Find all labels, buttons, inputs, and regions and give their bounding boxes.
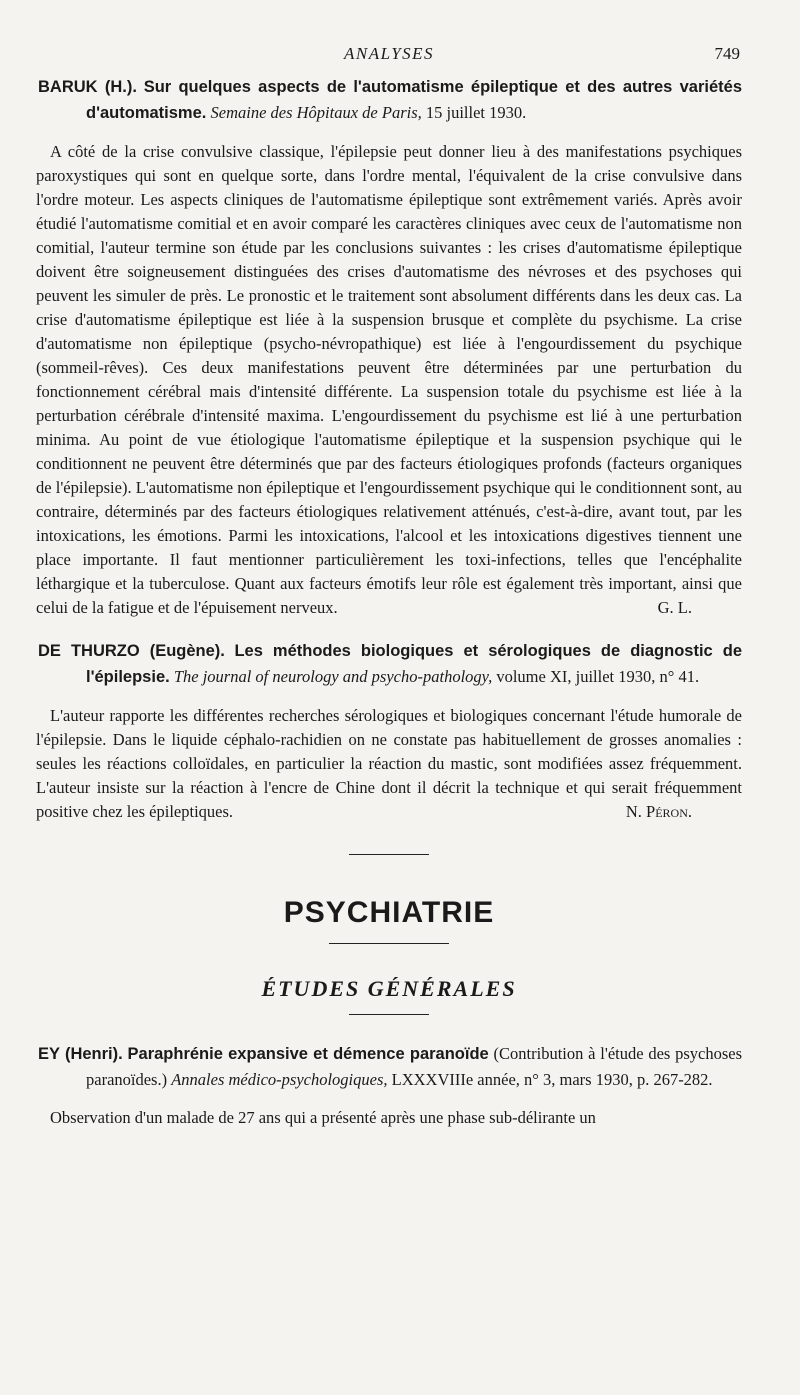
page (36, 44, 742, 1130)
entry-abstract-ey (36, 1106, 742, 1130)
section-subheading: ÉTUDES GÉNÉRALES (261, 976, 517, 1001)
entry-journal: The journal of neurology and psycho-pathology, (173, 667, 493, 686)
entry-signature: N. Péron. (625, 802, 692, 821)
entry-pre-journal: (Contribution à l'étude des psychoses paranoïdes.) (86, 1044, 743, 1089)
entry-date: volume XI, juillet 1930, n° 41. (496, 667, 700, 686)
entry-title: Paraphrénie expansive et démence paranoïde (127, 1045, 489, 1063)
running-head (36, 44, 742, 74)
entry-author: EY (Henri). (38, 1045, 123, 1063)
section-heading: PSYCHIATRIE (283, 896, 495, 929)
entry-body: L'auteur rapporte les différentes recherches sérologiques et biologiques concernant l'étude humorale de l'épilepsie. Dans le liquide céphalo-rachidien on ne constate pas habituellement de grosses anomalies : seules les réactions colloïdales, en particulier la réaction du mastic, sont modifiées assez fréquemment. L'auteur insiste sur la réaction à l'encre de Chine dont il décrit la technique et qui serait fréquemment positive chez les épileptiques. (36, 706, 742, 821)
entry-abstract-thurzo (36, 704, 742, 824)
running-title: ANALYSES (343, 44, 435, 63)
entry-body: Observation d'un malade de 27 ans qui a présenté après une phase sub-délirante un (50, 1108, 596, 1127)
entry-author: DE THURZO (Eugène). (38, 642, 225, 660)
entry-date: LXXXVIIIe année, n° 3, mars 1930, p. 267-282. (391, 1070, 713, 1089)
entry-citation-baruk (36, 74, 742, 126)
entry-journal: Annales médico-psychologiques, (171, 1070, 388, 1089)
entry-date: 15 juillet 1930. (425, 103, 527, 122)
entry-title: Les méthodes biologiques et sérologiques de diagnostic de l'épilepsie. (86, 642, 742, 686)
entry-author: BARUK (H.). (38, 78, 137, 96)
entry-signature: G. L. (657, 598, 692, 617)
page-number: 749 (714, 44, 740, 63)
entry-body: A côté de la crise convulsive classique, l'épilepsie peut donner lieu à des manifestations psychiques paroxystiques qui sont en quelque sorte, dans l'ordre mental, l'équivalent de la crise convulsive dans l'ordre moteur. Les aspects cliniques de l'automatisme épileptique sont extrêmement variés. Après avoir étudié l'automatisme comitial et en avoir comparé les caractères cliniques avec ceux de l'automatisme non comitial, l'auteur termine son étude par les conclusions suivantes : les crises d'automatisme épileptique doivent être soigneusement distinguées des crises d'automatisme des névroses et des psychoses qui peuvent les simuler de près. Le pronostic et le traitement sont absolument différents dans les deux cas. La crise d'automatisme épileptique est liée à la suspension brusque et complète du psychisme. La crise d'automatisme non épileptique (psycho-névropathique) est liée à l'engourdissement du psychique (sommeil-rêves). Ces deux manifestations peuvent être déterminées par une perturbation du fonctionnement cérébral mais d'intensité différente. La suspension totale du psychisme est liée à la perturbation cérébrale d'intensité maxima. L'engourdissement du psychisme est lié à une perturbation minima. Au point de vue étiologique l'automatisme épileptique et la suspension psychique qui le conditionnent ne peuvent être déterminés que par des facteurs étiologiques profonds (facteurs organiques de l'épilepsie). L'automatisme non épileptique et l'engourdissement psychique qui le conditionnent sont, au contraire, déterminés par des facteurs étiologiques relativement atténués, c'est-à-dire, avant tout, par les intoxications, les émotions. Parmi les intoxications, l'alcool et les intoxications digestives tiennent une place importante. Il faut mentionner particulièrement les toxi-infections, telles que l'encéphalite léthargique et la tuberculose. Quant aux facteurs émotifs leur rôle est également très important, ainsi que celui de la fatigue et de l'épuisement nerveux. (36, 142, 742, 617)
entry-abstract-baruk (36, 140, 742, 620)
entry-title: Sur quelques aspects de l'automatisme épileptique et des autres variétés d'automatisme. (86, 78, 742, 122)
entry-journal: Semaine des Hôpitaux de Paris, (210, 103, 422, 122)
entry-citation-ey (36, 1041, 742, 1092)
entry-citation-thurzo (36, 638, 742, 690)
